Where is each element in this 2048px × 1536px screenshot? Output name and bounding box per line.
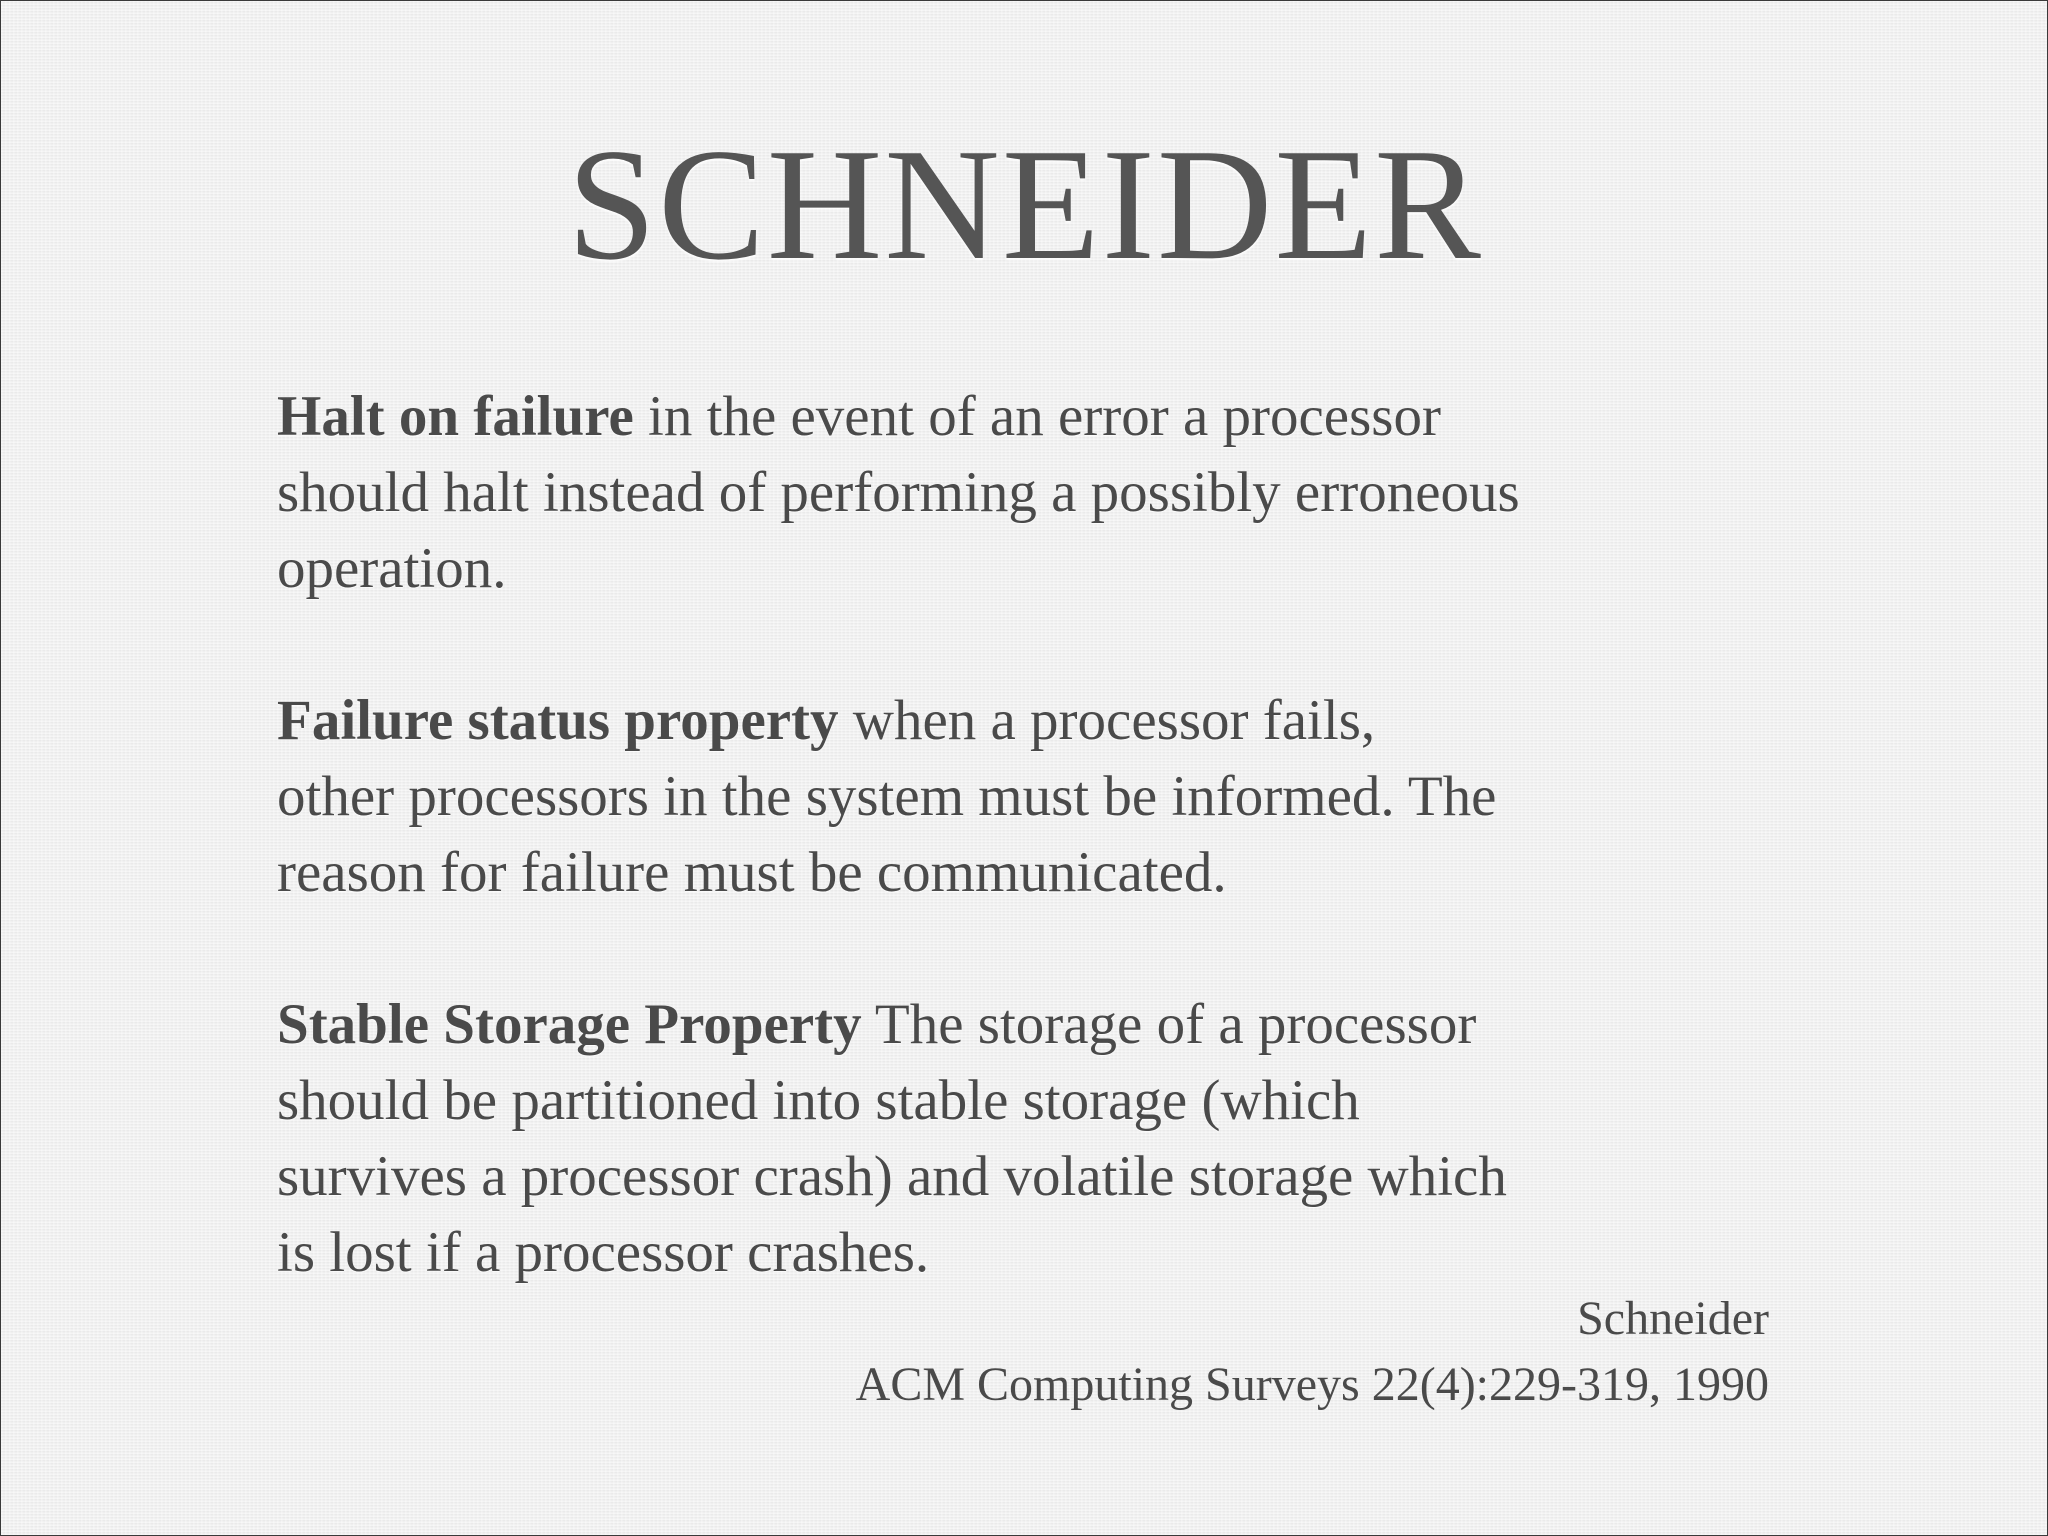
citation-author: Schneider [1577,1292,1769,1345]
paragraph-line [277,683,1797,759]
paragraph-line: should halt instead of performing a possibly erroneous [277,461,1520,524]
definition-text: when a processor fails, [838,689,1376,752]
definition-text: in the event of an error a processor [633,385,1441,448]
citation [856,1286,1769,1418]
paragraph-stable-storage-property [277,987,1797,1291]
term-label: Failure status property [277,689,839,752]
paragraph-line: reason for failure must be communicated. [277,841,1227,904]
paragraph-failure-status-property [277,683,1797,911]
term-label: Halt on failure [277,385,634,448]
paragraph-line: other processors in the system must be informed. The [277,765,1497,828]
paragraph-line: should be partitioned into stable storage (which [277,1069,1360,1132]
paragraph-halt-on-failure [277,379,1797,607]
paragraph-line [277,379,1797,455]
slide-title: SCHNEIDER [567,115,1483,293]
paragraph-line: survives a processor crash) and volatile storage which [277,1145,1507,1208]
slide-body [277,379,1797,1291]
citation-source: ACM Computing Surveys 22(4):229-319, 1990 [855,1358,1769,1411]
paragraph-line [277,987,1797,1063]
paragraph-line: is lost if a processor crashes. [277,1221,930,1284]
definition-text: The storage of a processor [861,993,1477,1056]
paragraph-line: operation. [277,537,507,600]
term-label: Stable Storage Property [277,993,862,1056]
